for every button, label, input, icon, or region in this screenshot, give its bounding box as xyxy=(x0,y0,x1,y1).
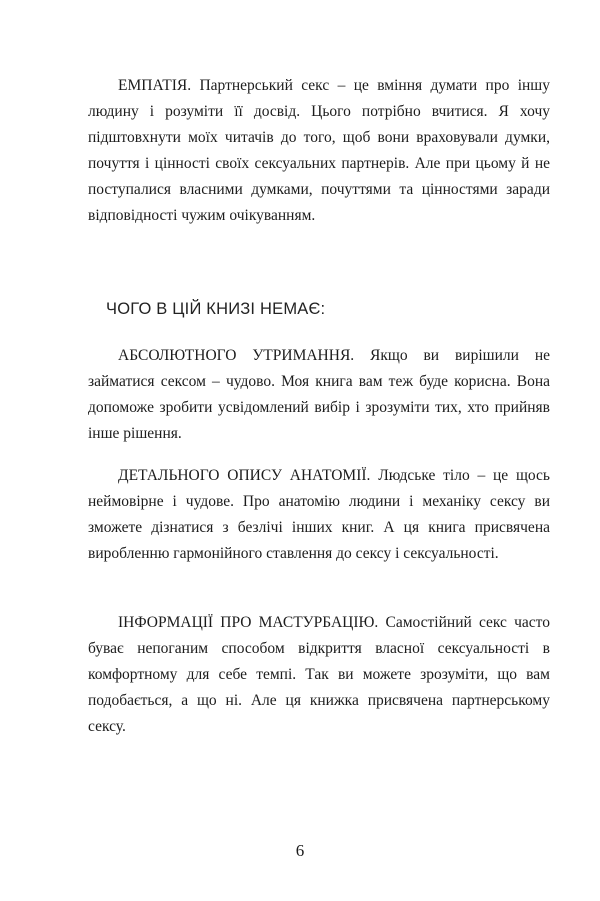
paragraph-abstinence: АБСОЛЮТНОГО УТРИМАННЯ. Якщо ви вирішили не займатися сексом – чудово. Моя книга вам теж буде корисна. Вона допоможе зробити усвідомлений вибір і зрозуміти тих, хто прийняв інше рішення. xyxy=(88,347,550,442)
page-number: 6 xyxy=(295,841,305,860)
paragraph-empathy: ЕМПАТІЯ. Партнерський секс – це вміння думати про іншу людину і розуміти її досвід. Цього потрібно вчитися. Я хочу підштовхнути моїх читачів до того, щоб вони враховували думки, почуття і цінності своїх сексуальних партнерів. Але при цьому й не поступалися власними думками, почуттями та цінностями заради відповідності чужим очікуванням. xyxy=(88,77,550,224)
paragraph-anatomy: ДЕТАЛЬНОГО ОПИСУ АНАТОМІЇ. Людське тіло – це щось неймовірне і чудове. Про анатомію людини і механіку сексу ви зможете дізнатися з безлічі інших книг. А ця книга присвячена виробленню гармонійного ставлення до сексу і сексуальності. xyxy=(88,467,550,562)
paragraph-masturbation: ІНФОРМАЦІЇ ПРО МАСТУРБАЦІЮ. Самостійний секс часто буває непоганим способом відкриття власної сексуальності в комфортному для себе темпі. Так ви можете зрозуміти, що вам подобається, а що ні. Але ця книжка присвячена партнерському сексу. xyxy=(88,614,550,735)
section-heading: ЧОГО В ЦІЙ КНИЗІ НЕМАЄ: xyxy=(106,300,326,318)
